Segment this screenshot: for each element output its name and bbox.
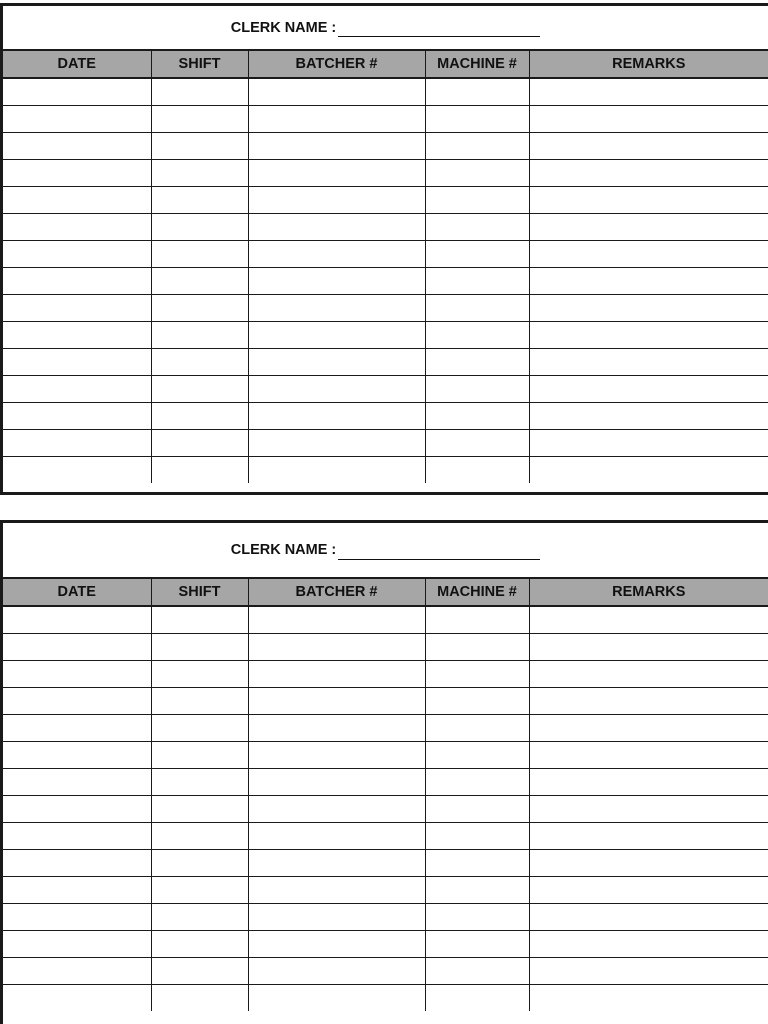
shift-cell[interactable] [151, 796, 248, 823]
remarks-cell[interactable] [529, 904, 768, 931]
table-row [3, 295, 768, 322]
machine-cell[interactable] [425, 904, 529, 931]
batcher-cell[interactable] [248, 430, 425, 457]
table-row [3, 634, 768, 661]
remarks-cell[interactable] [529, 78, 768, 106]
batcher-cell[interactable] [248, 958, 425, 985]
remarks-cell[interactable] [529, 823, 768, 850]
table-row [3, 742, 768, 769]
batcher-cell[interactable] [248, 457, 425, 484]
remarks-cell[interactable] [529, 295, 768, 322]
date-cell[interactable] [3, 160, 151, 187]
log-form-1 [0, 3, 768, 495]
shift-cell[interactable] [151, 661, 248, 688]
batcher-cell[interactable] [248, 241, 425, 268]
remarks-cell[interactable] [529, 457, 768, 484]
batcher-cell[interactable] [248, 187, 425, 214]
date-cell[interactable] [3, 688, 151, 715]
batcher-cell[interactable] [248, 850, 425, 877]
batcher-cell[interactable] [248, 160, 425, 187]
table-row [3, 877, 768, 904]
clerk-name-label: CLERK NAME : [230, 542, 337, 558]
remarks-cell[interactable] [529, 160, 768, 187]
shift-cell[interactable] [151, 214, 248, 241]
remarks-cell[interactable] [529, 241, 768, 268]
batcher-cell[interactable] [248, 823, 425, 850]
date-cell[interactable] [3, 376, 151, 403]
shift-cell[interactable] [151, 931, 248, 958]
log-table [3, 579, 768, 1011]
machine-cell[interactable] [425, 268, 529, 295]
machine-cell[interactable] [425, 850, 529, 877]
batcher-cell[interactable] [248, 78, 425, 106]
table-row [3, 823, 768, 850]
shift-cell[interactable] [151, 985, 248, 1012]
table-row [3, 769, 768, 796]
date-cell[interactable] [3, 403, 151, 430]
shift-cell[interactable] [151, 958, 248, 985]
table-row [3, 688, 768, 715]
batcher-cell[interactable] [248, 904, 425, 931]
remarks-cell[interactable] [529, 661, 768, 688]
date-cell[interactable] [3, 661, 151, 688]
date-cell[interactable] [3, 742, 151, 769]
shift-cell[interactable] [151, 606, 248, 634]
machine-cell[interactable] [425, 106, 529, 133]
batcher-cell[interactable] [248, 376, 425, 403]
table-row [3, 796, 768, 823]
machine-cell[interactable] [425, 606, 529, 634]
shift-cell[interactable] [151, 742, 248, 769]
batcher-cell[interactable] [248, 796, 425, 823]
remarks-cell[interactable] [529, 376, 768, 403]
shift-cell[interactable] [151, 376, 248, 403]
batcher-cell[interactable] [248, 268, 425, 295]
column-header-batcher: BATCHER # [248, 51, 425, 78]
batcher-cell[interactable] [248, 295, 425, 322]
log-form-2 [0, 520, 768, 1024]
table-row [3, 457, 768, 484]
machine-cell[interactable] [425, 823, 529, 850]
column-header-date: DATE [3, 51, 151, 78]
shift-cell[interactable] [151, 430, 248, 457]
date-cell[interactable] [3, 985, 151, 1012]
date-cell[interactable] [3, 958, 151, 985]
machine-cell[interactable] [425, 958, 529, 985]
shift-cell[interactable] [151, 823, 248, 850]
machine-cell[interactable] [425, 877, 529, 904]
batcher-cell[interactable] [248, 349, 425, 376]
remarks-cell[interactable] [529, 187, 768, 214]
remarks-cell[interactable] [529, 322, 768, 349]
date-cell[interactable] [3, 241, 151, 268]
date-cell[interactable] [3, 295, 151, 322]
remarks-cell[interactable] [529, 850, 768, 877]
date-cell[interactable] [3, 106, 151, 133]
column-header-machine: MACHINE # [425, 579, 529, 606]
machine-cell[interactable] [425, 796, 529, 823]
column-header-batcher: BATCHER # [248, 579, 425, 606]
table-row [3, 214, 768, 241]
batcher-cell[interactable] [248, 403, 425, 430]
batcher-cell[interactable] [248, 769, 425, 796]
table-row [3, 376, 768, 403]
date-cell[interactable] [3, 214, 151, 241]
machine-cell[interactable] [425, 769, 529, 796]
remarks-cell[interactable] [529, 931, 768, 958]
date-cell[interactable] [3, 877, 151, 904]
column-header-remarks: REMARKS [529, 51, 768, 78]
table-row [3, 715, 768, 742]
machine-cell[interactable] [425, 322, 529, 349]
date-cell[interactable] [3, 769, 151, 796]
shift-cell[interactable] [151, 78, 248, 106]
batcher-cell[interactable] [248, 661, 425, 688]
remarks-cell[interactable] [529, 606, 768, 634]
machine-cell[interactable] [425, 160, 529, 187]
shift-cell[interactable] [151, 688, 248, 715]
batcher-cell[interactable] [248, 214, 425, 241]
clerk-name-field[interactable] [338, 545, 540, 560]
table-row [3, 403, 768, 430]
remarks-cell[interactable] [529, 742, 768, 769]
date-cell[interactable] [3, 904, 151, 931]
machine-cell[interactable] [425, 214, 529, 241]
machine-cell[interactable] [425, 742, 529, 769]
table-row [3, 268, 768, 295]
shift-cell[interactable] [151, 403, 248, 430]
clerk-name-field[interactable] [338, 22, 540, 37]
header-row [3, 51, 768, 78]
batcher-cell[interactable] [248, 634, 425, 661]
batcher-cell[interactable] [248, 106, 425, 133]
machine-cell[interactable] [425, 430, 529, 457]
table-row [3, 606, 768, 634]
shift-cell[interactable] [151, 268, 248, 295]
date-cell[interactable] [3, 322, 151, 349]
column-header-shift: SHIFT [151, 579, 248, 606]
column-header-remarks: REMARKS [529, 579, 768, 606]
machine-cell[interactable] [425, 376, 529, 403]
remarks-cell[interactable] [529, 877, 768, 904]
header-row [3, 579, 768, 606]
shift-cell[interactable] [151, 187, 248, 214]
log-table [3, 51, 768, 483]
machine-cell[interactable] [425, 688, 529, 715]
remarks-cell[interactable] [529, 403, 768, 430]
remarks-cell[interactable] [529, 133, 768, 160]
table-row [3, 931, 768, 958]
table-row [3, 322, 768, 349]
table-row [3, 958, 768, 985]
remarks-cell[interactable] [529, 106, 768, 133]
shift-cell[interactable] [151, 322, 248, 349]
shift-cell[interactable] [151, 106, 248, 133]
machine-cell[interactable] [425, 457, 529, 484]
table-row [3, 241, 768, 268]
machine-cell[interactable] [425, 403, 529, 430]
shift-cell[interactable] [151, 133, 248, 160]
batcher-cell[interactable] [248, 688, 425, 715]
remarks-cell[interactable] [529, 769, 768, 796]
machine-cell[interactable] [425, 715, 529, 742]
machine-cell[interactable] [425, 241, 529, 268]
table-row [3, 106, 768, 133]
column-header-machine: MACHINE # [425, 51, 529, 78]
table-row [3, 349, 768, 376]
machine-cell[interactable] [425, 133, 529, 160]
table-row [3, 850, 768, 877]
date-cell[interactable] [3, 268, 151, 295]
shift-cell[interactable] [151, 295, 248, 322]
clerk-name-line [3, 6, 768, 51]
clerk-name-label: CLERK NAME : [230, 19, 337, 36]
remarks-cell[interactable] [529, 688, 768, 715]
date-cell[interactable] [3, 78, 151, 106]
machine-cell[interactable] [425, 78, 529, 106]
machine-cell[interactable] [425, 931, 529, 958]
date-cell[interactable] [3, 796, 151, 823]
table-row [3, 78, 768, 106]
table-row [3, 661, 768, 688]
date-cell[interactable] [3, 634, 151, 661]
machine-cell[interactable] [425, 661, 529, 688]
date-cell[interactable] [3, 850, 151, 877]
shift-cell[interactable] [151, 769, 248, 796]
batcher-cell[interactable] [248, 133, 425, 160]
date-cell[interactable] [3, 931, 151, 958]
table-row [3, 133, 768, 160]
batcher-cell[interactable] [248, 985, 425, 1012]
machine-cell[interactable] [425, 187, 529, 214]
batcher-cell[interactable] [248, 877, 425, 904]
shift-cell[interactable] [151, 634, 248, 661]
table-row [3, 430, 768, 457]
date-cell[interactable] [3, 457, 151, 484]
remarks-cell[interactable] [529, 268, 768, 295]
table-row [3, 187, 768, 214]
shift-cell[interactable] [151, 457, 248, 484]
batcher-cell[interactable] [248, 715, 425, 742]
remarks-cell[interactable] [529, 715, 768, 742]
shift-cell[interactable] [151, 160, 248, 187]
table-row [3, 904, 768, 931]
table-row [3, 985, 768, 1012]
shift-cell[interactable] [151, 715, 248, 742]
remarks-cell[interactable] [529, 958, 768, 985]
clerk-name-line [3, 523, 768, 579]
shift-cell[interactable] [151, 349, 248, 376]
shift-cell[interactable] [151, 904, 248, 931]
remarks-cell[interactable] [529, 349, 768, 376]
remarks-cell[interactable] [529, 985, 768, 1012]
shift-cell[interactable] [151, 877, 248, 904]
date-cell[interactable] [3, 823, 151, 850]
batcher-cell[interactable] [248, 742, 425, 769]
date-cell[interactable] [3, 187, 151, 214]
batcher-cell[interactable] [248, 322, 425, 349]
machine-cell[interactable] [425, 295, 529, 322]
shift-cell[interactable] [151, 850, 248, 877]
remarks-cell[interactable] [529, 214, 768, 241]
remarks-cell[interactable] [529, 634, 768, 661]
date-cell[interactable] [3, 430, 151, 457]
column-header-shift: SHIFT [151, 51, 248, 78]
date-cell[interactable] [3, 133, 151, 160]
shift-cell[interactable] [151, 241, 248, 268]
batcher-cell[interactable] [248, 931, 425, 958]
remarks-cell[interactable] [529, 430, 768, 457]
batcher-cell[interactable] [248, 606, 425, 634]
machine-cell[interactable] [425, 349, 529, 376]
machine-cell[interactable] [425, 985, 529, 1012]
remarks-cell[interactable] [529, 796, 768, 823]
column-header-date: DATE [3, 579, 151, 606]
table-row [3, 160, 768, 187]
date-cell[interactable] [3, 349, 151, 376]
machine-cell[interactable] [425, 634, 529, 661]
date-cell[interactable] [3, 715, 151, 742]
date-cell[interactable] [3, 606, 151, 634]
